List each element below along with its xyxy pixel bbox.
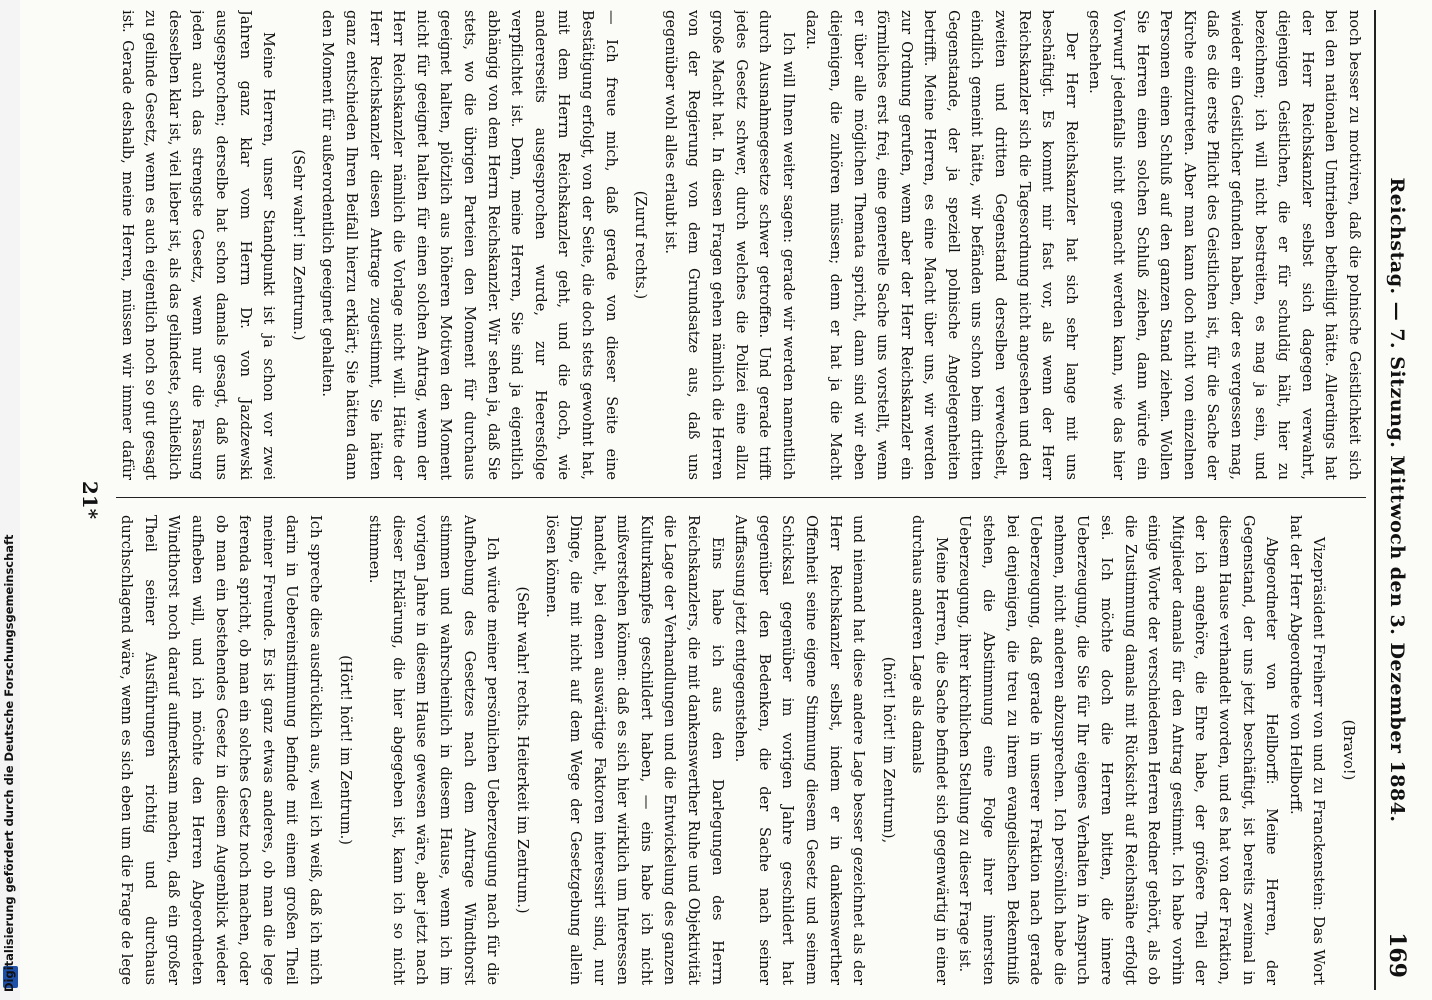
parenthetical-remark: (Bravo!) (1340, 719, 1357, 781)
paragraph: — Ich freue mich, daß gerade von dieser Seite eine Bestätigung erfolgt, von der Seite, die doch stets gewohnt hat, mit dem Herrn Reichskanzler geht, und die doch, wie andererseits ausgesprochen wurde, zur Heeresfolge verpflichtet ist. Denn, meine Herren, Sie sind ja eigentlich abhängig von dem Herrn Reichskanzler. Wir sehen ja, daß Sie stets, wo die übrigen Parteien den Moment für durchaus geeignet halten, plötzlich aus höheren Motiven den Moment nicht für geeignet halten für einen solchen Antrag, wenn der Herr Reichskanzler nämlich die Vorlage nicht will. Hätte der Herr Reichskanzler diesen Antrage zugestimmt, Sie hätten ganz entschieden Ihren Beifall hierzu erklärt; Sie hätten dann den Moment für außerordentlich geeignet gehalten. (319, 10, 620, 480)
parenthetical-remark: (Zuruf rechts.) (632, 190, 650, 300)
paragraph: noch besser zu motiviren, daß die polnische Geistlichkeit sich bei den nationalen Umtrieben betheiligt hätte. Allerdings hat der Herr Reichskanzler selbst sich dagegen verwahrt, diejenigen Geistlichen, die er für schuldig hält, hier zu bezeichnen; ich will nicht bestreiten, es mag ja sein, und wieder ein Geistlicher gefunden haben, der es vergessen mag, daß es die erste Pflicht des Geistlichen ist, für die Sache der Kirche einzutreten. Aber man kann doch nicht von einzelnen Personen einen Schluß auf den ganzen Stand ziehen. Wollen Sie Herren einen solchen Schluß ziehen, dann würde ein Vorwurf jedenfalls nicht gemacht werden kann, wie das hier geschehen. (1086, 10, 1363, 480)
paragraph: Meine Herren, die Sache befindet sich gegenwärtig in einer durchaus anderen Lage als damals (909, 515, 950, 985)
page-number: 169 (1384, 932, 1410, 978)
funding-note-text: Digitalisierung gefördert durch die Deutsche Forschungsgemeinschaft (2, 534, 16, 992)
parenthetical-remark: (hört! hört! im Zentrum), (879, 656, 897, 844)
paragraph: Eins habe ich aus den Darlegungen des Herrn Reichskanzlers, die mit dankenswerther Ruhe und Objektivität die Lage der Verhandlungen und die Entwickelung des ganzen Kulturkampfes geschildert haben, — eins habe ich nicht mißverstehen können: daß es sich hier wirklich um Interessen handelt, bei denen auswärtige Faktoren interessirt sind, nur Dinge, die mit nicht auf dem Wege der Gesetzgebung allein lösen können. (543, 515, 726, 985)
page-header (1374, 10, 1414, 990)
right-column (116, 515, 1366, 985)
text-columns (116, 10, 1366, 990)
left-column (116, 10, 1366, 480)
paragraph: Abgeordneter von Hellborff: Meine Herren, der Gegenstand, der uns jetzt beschäftigt, ist bereits zweimal in diesem Hause verhandelt worden, und es hat von der Fraktion, der ich angehöre, die Ehre habe, der größere Theil der Mitglieder damals für den Antrag gestimmt. Ich habe vorhin einige Worte der verschiedenen Herren Redner gehört, als ob die Zustimmung damals mit Rücksicht auf Reichsnähe erfolgt sei. Ich möchte doch die Herren bitten, die innere Ueberzeugung, die Sie für Ihr eigenes Verhalten in Anspruch nehmen, nicht anderen abzusprechen. Ich persönlich habe die Ueberzeugung, daß gerade in unserer Fraktion nach gerade bei denjenigen, die treu zu ihrem evangelischen Bekenntniß stehen, die Abstimmung eine Folge ihrer innersten Ueberzeugung, ihrer kirchlichen Stellung zu dieser Frage ist. (956, 515, 1281, 985)
parenthetical-remark: (Hört! hört! im Zentrum.) (336, 655, 354, 845)
parenthetical-remark: (Sehr wahr! im Zentrum.) (289, 149, 307, 341)
running-title: Reichstag. — 7. Sitzung. Mittwoch den 3. Dezember 1884. (1386, 177, 1408, 823)
column-divider (116, 497, 1366, 498)
parenthetical-remark: (Sehr wahr! rechts. Heiterkeit im Zentrum.) (513, 586, 531, 914)
paragraph: Ich will Ihnen weiter sagen: gerade wir werden namentlich durch Ausnahmegesetze schwer getroffen. Und gerade trifft jedes Gesetz schwer, durch welches die Polizei eine allzu große Macht hat. In diesen Fragen gehen nämlich die Herren von der Regierung von dem Grundsatze aus, daß uns gegenüber wohl alles erlaubt ist. (661, 10, 797, 480)
paragraph: Vizepräsident Freiherr von und zu Franckenstein: Das Wort hat der Herr Abgeordnete von Hellborff. (1286, 515, 1328, 985)
page-signature: 21* (78, 480, 102, 520)
funding-sidenote (0, 0, 20, 1000)
paragraph: Der Herr Reichskanzler hat sich sehr lange mit uns beschäftigt. Es kommt mir fast vor, als wenn der Herr Reichskanzler sich die Tagesordnung nicht angesehen und den zweiten und dritten Gegenstand derselben verwechselt, eindlich gemeint hätte, wir befänden uns schon beim dritten Gegenstande, der ja speziell polnische Angelegenheiten betrifft. Meine Herren, es eine Macht über uns, wir werden zur Ordnung gerufen, wenn aber der Herr Reichskanzler ein förmliches erst frei, eine generelle Sache uns vorstellt, wenn er über alle möglichen Themata spricht, dann sind wir eben diejenigen, die zuhören müssen; denn er hat ja die Macht dazu. (803, 10, 1080, 480)
paragraph: Meine Herren, unser Standpunkt ist ja schon vor zwei Jahren ganz klar vom Herrn Dr. von Jazdzewski ausgesprochen; derselbe hat schon damals gesagt, daß uns jeden auch das strengste Gesetz, wenn nur die Fassung desselben klar ist, viel lieber ist, als das gelindeste, schließlich zu gelinde Gesetz, wenn es auch eigentlich noch so gut gesagt ist. Gerade deshalb, meine Herren, müssen wir immer dafür (118, 10, 278, 480)
paragraph: und niemand hat diese andere Lage besser gezeichnet als der Herr Reichskanzler selbst, indem er in dankenswerther Offenheit seine eigene Stimmung diesem Gesetz und seinem Schicksal gegenüber im vorigen Jahre geschildert hat gegenüber den Bedenken, die der Sache nach seiner Auffassung jetzt entgegenstehen. (732, 515, 868, 985)
paragraph: Ich würde meiner persönlichen Ueberzeugung nach für die Aufhebung des Gesetzes nach dem Antrage Windthorst stimmen und wahrscheinlich in diesem Hause, wenn ich im vorigen Jahre in diesem Hause gewesen wäre, aber jetzt nach dieser Erklärung, die hier abgegeben ist, kann ich so nicht stimmen. (366, 515, 502, 985)
paragraph: Ich spreche dies ausdrücklich aus, weil ich weiß, daß ich mich darin in Uebereinstimmung befinde mit einem großen Theil meiner Freunde. Es ist ganz etwas anderes, ob man die lege ferenda spricht, ob man ein solches Gesetz noch machen, oder ob man ein bestehendes Gesetz in diesem Augenblick wieder aufheben will, und ich möchte den Herren Abgeordneten Windthorst noch darauf aufmerksam machen, daß ein großer Theil seiner Ausführungen richtig und durchaus durchschlagend wäre, wenn es sich eben um die Frage de lege (118, 515, 325, 985)
